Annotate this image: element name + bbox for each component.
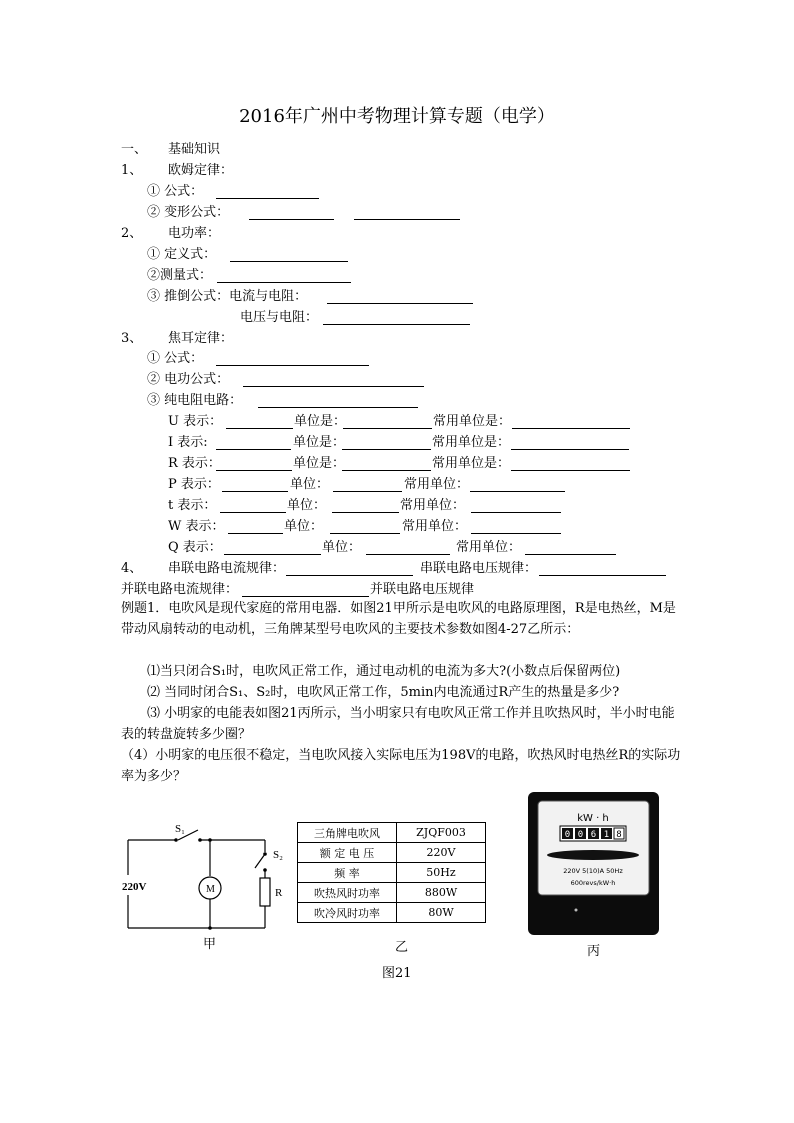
parallel-voltage-label: 并联电路电压规律 (370, 582, 475, 597)
motor-label: M (206, 884, 215, 895)
s2-label: S₂ (273, 849, 283, 861)
joule-work-blank[interactable] (243, 386, 424, 387)
unit-label: 单位： (290, 477, 330, 492)
table-cell: 80W (397, 903, 486, 923)
unit-blank[interactable] (330, 533, 400, 534)
caption-jia: 甲 (203, 937, 217, 952)
joule-pure-blank[interactable] (258, 407, 418, 408)
series-current-label: 串联电路电流规律： (168, 561, 286, 576)
spec-table (297, 822, 486, 923)
meter-digit: 0 (564, 830, 571, 840)
section-heading: 基础知识 (168, 142, 221, 157)
unit-meaning-blank[interactable] (216, 449, 291, 450)
meter-constant: 600revs/kW·h (570, 879, 616, 887)
table-cell: 频 率 (298, 863, 397, 883)
ohm-law-heading: 欧姆定律： (168, 163, 234, 178)
voltage-label: 220V (122, 881, 147, 893)
joule-formula-label: ① 公式： (147, 351, 204, 366)
page-title: 2016年广州中考物理计算专题（电学） (239, 106, 555, 127)
unit-label: 单位： (284, 519, 324, 534)
meter-digits (562, 828, 624, 840)
section-number: 一、 (121, 142, 148, 157)
ohm-variant-label: ② 变形公式： (147, 205, 230, 220)
common-unit-label: 常用单位： (404, 477, 470, 492)
unit-meaning-blank[interactable] (222, 491, 288, 492)
unit-blank[interactable] (366, 554, 450, 555)
common-unit-label: 常用单位： (456, 540, 522, 555)
common-unit-label: 常用单位是： (432, 435, 511, 450)
meter-digit: 1 (603, 830, 610, 840)
unit-label: 单位： (287, 498, 327, 513)
common-unit-label: 常用单位： (400, 498, 466, 513)
power-derived-blank-1[interactable] (327, 303, 473, 304)
series-current-blank[interactable] (286, 575, 413, 576)
unit-symbol: P 表示： (168, 477, 220, 492)
meter-digit: 6 (590, 830, 597, 840)
circuit-diagram (120, 820, 290, 935)
common-unit-blank[interactable] (512, 428, 630, 429)
caption-bing: 丙 (587, 944, 601, 959)
table-cell: ZJQF003 (397, 823, 486, 843)
unit-symbol: I 表示: (168, 435, 208, 450)
table-cell: 吹冷风时功率 (298, 903, 397, 923)
table-cell: 50Hz (397, 863, 486, 883)
joule-heading: 焦耳定律： (168, 331, 234, 346)
power-heading: 电功率： (168, 226, 221, 241)
table-cell: 880W (397, 883, 486, 903)
item-number: 3、 (121, 331, 143, 346)
question-3: ⑶ 小明家的电能表如图21丙所示，当小明家只有电吹风正常工作并且吹热风时，半小时电能表的转盘旋转多少圈？ (121, 706, 675, 742)
unit-label: 单位是： (293, 456, 346, 471)
common-unit-label: 常用单位： (402, 519, 468, 534)
parallel-current-blank[interactable] (242, 596, 369, 597)
unit-symbol: t 表示： (168, 498, 217, 513)
meter-rating: 220V 5(10)A 50Hz (563, 867, 623, 875)
joule-work-label: ② 电功公式： (147, 372, 230, 387)
power-definition-label: ① 定义式： (147, 247, 217, 262)
power-derived-label: ③ 推倒公式：电流与电阻： (147, 289, 308, 304)
power-derived-blank-2[interactable] (323, 324, 470, 325)
table-row (298, 883, 486, 903)
unit-symbol: U 表示： (168, 414, 223, 429)
table-row (298, 863, 486, 883)
ohm-formula-blank[interactable] (216, 198, 319, 199)
table-cell: 220V (397, 843, 486, 863)
joule-formula-blank[interactable] (216, 365, 369, 366)
table-cell: 三角牌电吹风 (298, 823, 397, 843)
unit-meaning-blank[interactable] (226, 428, 293, 429)
table-cell: 额 定 电 压 (298, 843, 397, 863)
unit-blank[interactable] (343, 428, 432, 429)
power-measure-label: ②测量式： (147, 268, 213, 283)
question-2: ⑵ 当同时闭合S₁、S₂时，电吹风正常工作，5min内电流通过R产生的热量是多少? (147, 685, 620, 700)
unit-symbol: W 表示： (168, 519, 225, 534)
common-unit-blank[interactable] (470, 491, 565, 492)
table-cell: 吹热风时功率 (298, 883, 397, 903)
power-derived2-label: 电压与电阻： (240, 310, 319, 325)
unit-label: 单位是： (294, 414, 347, 429)
unit-blank[interactable] (332, 512, 399, 513)
series-voltage-label: 串联电路电压规律： (420, 561, 538, 576)
ohm-variant-blank-1[interactable] (249, 219, 334, 220)
table-row (298, 843, 486, 863)
unit-blank[interactable] (342, 449, 431, 450)
unit-symbol: Q 表示： (168, 540, 222, 555)
unit-label: 单位： (322, 540, 362, 555)
power-measure-blank[interactable] (217, 282, 351, 283)
common-unit-blank[interactable] (471, 533, 561, 534)
unit-blank[interactable] (333, 491, 402, 492)
joule-pure-label: ③ 纯电阻电路： (147, 393, 243, 408)
unit-label: 单位是： (293, 435, 346, 450)
table-row (298, 823, 486, 843)
table-row (298, 903, 486, 923)
unit-blank[interactable] (342, 470, 431, 471)
unit-meaning-blank[interactable] (220, 512, 286, 513)
question-4: （4）小明家的电压很不稳定，当电吹风接入实际电压为198V的电路，吹热风时电热丝R的实际功率为多少？ (121, 748, 681, 784)
series-voltage-blank[interactable] (539, 575, 666, 576)
parallel-current-label: 并联电路电流规律： (121, 582, 239, 597)
example-intro: 例题1．电吹风是现代家庭的常用电器．如图21甲所示是电吹风的电路原理图，R是电热丝，M是带动风扇转动的电动机，三角牌某型号电吹风的主要技术参数如图4-27乙所示： (121, 601, 676, 637)
common-unit-blank[interactable] (525, 554, 616, 555)
unit-symbol: R 表示： (168, 456, 221, 471)
caption-yi: 乙 (395, 940, 409, 955)
meter-digit: 0 (577, 830, 584, 840)
s1-label: S₁ (175, 823, 185, 835)
item-number: 2、 (121, 226, 143, 241)
meter-digit: 8 (616, 830, 622, 840)
power-definition-blank[interactable] (230, 261, 348, 262)
meter-unit: kW · h (577, 813, 609, 824)
energy-meter (528, 792, 659, 935)
ohm-formula-label: ① 公式： (147, 184, 204, 199)
common-unit-blank[interactable] (471, 512, 561, 513)
common-unit-label: 常用单位是： (433, 414, 512, 429)
ohm-variant-blank-2[interactable] (354, 219, 460, 220)
resistor-label: R (275, 887, 283, 899)
common-unit-blank[interactable] (511, 470, 630, 471)
common-unit-blank[interactable] (511, 449, 629, 450)
common-unit-label: 常用单位是： (432, 456, 511, 471)
item-number: 4、 (121, 561, 143, 576)
unit-meaning-blank[interactable] (228, 533, 283, 534)
meter-rotor (547, 850, 639, 860)
unit-meaning-blank[interactable] (224, 554, 321, 555)
question-1: ⑴当只闭合S₁时，电吹风正常工作，通过电动机的电流为多大?(小数点后保留两位) (147, 664, 621, 679)
item-number: 1、 (121, 163, 143, 178)
unit-meaning-blank[interactable] (216, 470, 292, 471)
figure-caption: 图21 (382, 966, 412, 981)
